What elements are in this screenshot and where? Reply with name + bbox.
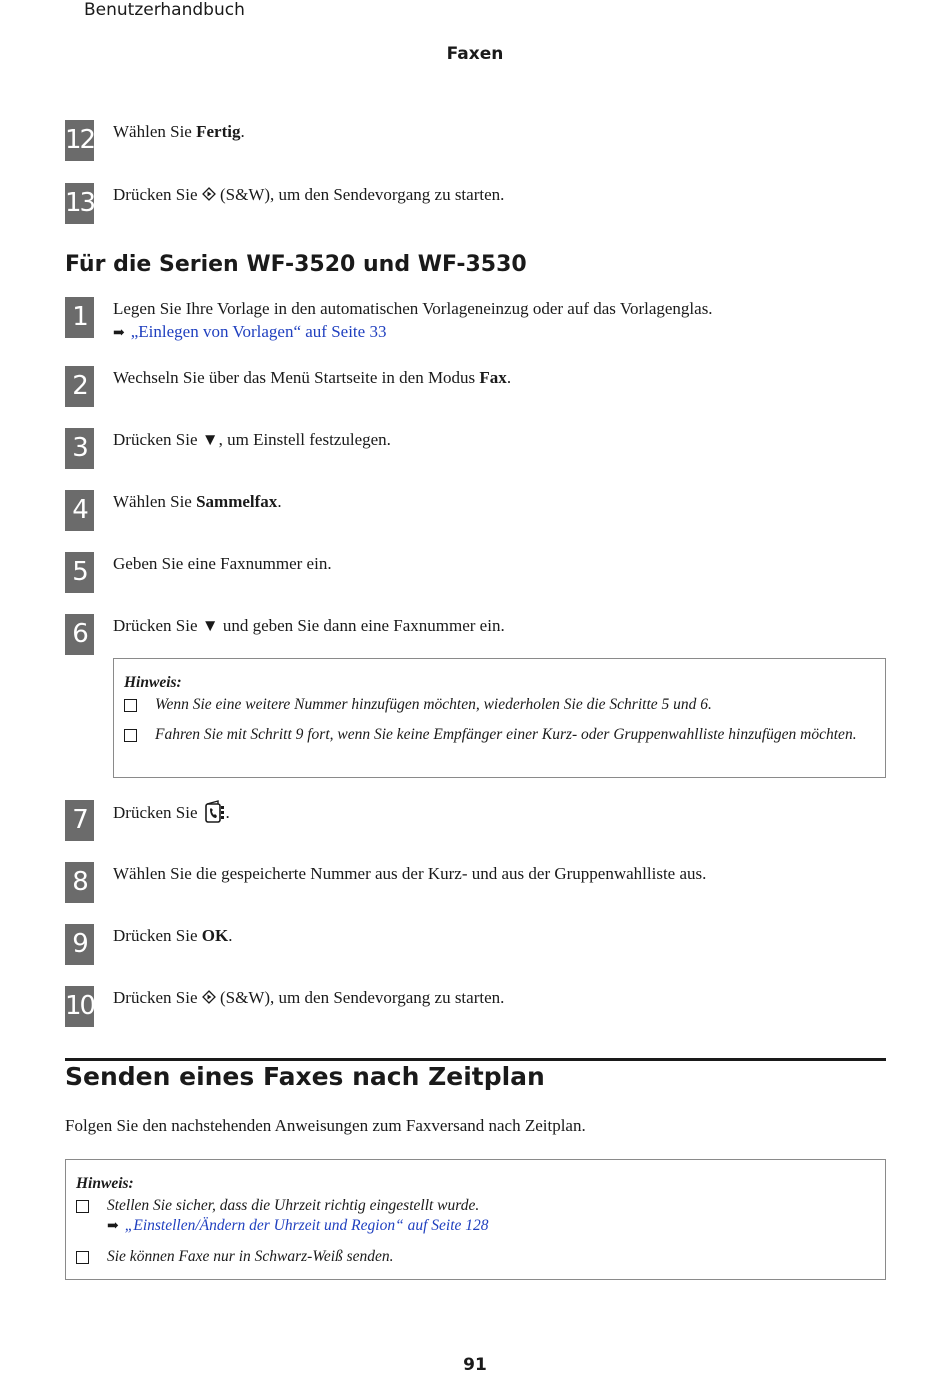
step-text-post: . (228, 926, 233, 945)
subsection-title: Für die Serien WF-3520 und WF-3530 (65, 252, 527, 277)
page-link[interactable] (113, 320, 713, 345)
step-4 (65, 490, 895, 532)
note-box (65, 1159, 886, 1280)
step-text-post: . (225, 803, 230, 822)
step-number-badge: 9 (65, 924, 94, 965)
note-box (113, 658, 886, 778)
step-text (113, 800, 230, 824)
step-6 (65, 614, 895, 656)
checkbox-bullet-icon (76, 1251, 89, 1264)
checkbox-bullet-icon (124, 729, 137, 742)
step-text-pre: Drücken Sie (113, 185, 202, 204)
start-diamond-icon (202, 187, 216, 201)
note-item-text: Stellen Sie sicher, dass die Uhrzeit richtig eingestellt wurde. (107, 1197, 480, 1214)
note-item (76, 1247, 875, 1267)
step-text-pre: Wechseln Sie über das Menü Startseite in den Modus (113, 368, 480, 387)
step-3 (65, 428, 895, 470)
note-item-text: Fahren Sie mit Schritt 9 fort, wenn Sie keine Empfänger einer Kurz- oder Gruppenwahlliste hinzufügen möchten. (155, 726, 857, 743)
step-2 (65, 366, 895, 408)
page-link[interactable] (107, 1217, 489, 1234)
checkbox-bullet-icon (124, 699, 137, 712)
checkbox-bullet-icon (76, 1200, 89, 1213)
step-text (113, 490, 282, 513)
step-number-badge: 3 (65, 428, 94, 469)
document-title: Benutzerhandbuch (84, 0, 245, 20)
step-text: Geben Sie eine Faxnummer ein. (113, 554, 332, 573)
step-8 (65, 862, 895, 904)
step-number-badge: 5 (65, 552, 94, 593)
step-text-bold: Fertig (196, 122, 241, 141)
section-header: Faxen (446, 44, 504, 64)
step-text-pre: Drücken Sie (113, 988, 202, 1007)
note-title: Hinweis: (124, 674, 182, 691)
step-text-pre: Wählen Sie (113, 492, 197, 511)
step-text-post: und geben Sie dann eine Faxnummer ein. (218, 616, 505, 635)
step-text-pre: Drücken Sie (113, 616, 202, 635)
section-title: Senden eines Faxes nach Zeitplan (65, 1062, 545, 1091)
step-text (113, 366, 511, 389)
note-item-text: Sie können Faxe nur in Schwarz-Weiß senden. (107, 1248, 394, 1265)
step-9 (65, 924, 895, 966)
step-text (113, 297, 713, 345)
step-text-pre: Drücken Sie (113, 803, 198, 822)
start-diamond-icon (202, 990, 216, 1004)
step-text-pre: Wählen Sie (113, 122, 197, 141)
note-item (124, 725, 875, 745)
step-text-bold: Fax (479, 368, 507, 387)
note-item-text: Wenn Sie eine weitere Nummer hinzufügen möchten, wiederholen Sie die Schritte 5 und 6. (155, 696, 712, 713)
step-number-badge: 1 (65, 297, 94, 338)
step-text (113, 614, 505, 637)
step-text (113, 986, 504, 1009)
down-arrow-icon: ▼ (201, 616, 219, 635)
step-number-badge: 6 (65, 614, 94, 655)
page-link-label: „Einlegen von Vorlagen“ auf Seite 33 (130, 322, 387, 341)
step-12 (65, 120, 895, 162)
step-text (113, 120, 245, 143)
down-arrow-icon: ▼ (201, 430, 219, 449)
step-text-pre: Drücken Sie (113, 430, 202, 449)
step-number-badge: 7 (65, 800, 94, 841)
step-number-badge: 10 (65, 986, 94, 1027)
step-text-post: . (277, 492, 282, 511)
step-number-badge: 13 (65, 183, 94, 224)
step-13 (65, 183, 895, 225)
step-text-post: . (506, 368, 512, 387)
step-text (113, 924, 232, 947)
step-text-post: . (240, 122, 245, 141)
section-divider (65, 1058, 886, 1061)
step-text-bold: Sammelfax (196, 492, 278, 511)
step-number-badge: 8 (65, 862, 94, 903)
step-1 (65, 297, 895, 347)
intro-paragraph: Folgen Sie den nachstehenden Anweisungen zum Faxversand nach Zeitplan. (65, 1116, 586, 1135)
note-item (124, 695, 875, 715)
page-link-label: „Einstellen/Ändern der Uhrzeit und Region“ auf Seite 128 (124, 1217, 489, 1234)
step-text-post: , um Einstell festzulegen. (218, 430, 391, 449)
step-text-bold: OK (201, 926, 229, 945)
step-text-post: (S&W), um den Sendevorgang zu starten. (215, 988, 505, 1007)
note-title: Hinweis: (76, 1175, 134, 1192)
note-item (76, 1196, 875, 1237)
page-number: 91 (463, 1355, 487, 1375)
step-text-post: (S&W), um den Sendevorgang zu starten. (215, 185, 505, 204)
step-text: Wählen Sie die gespeicherte Nummer aus der Kurz- und aus der Gruppenwahlliste aus. (113, 864, 707, 883)
fax-contacts-icon (204, 800, 226, 824)
step-7 (65, 800, 895, 842)
step-text-pre: Drücken Sie (113, 926, 202, 945)
step-text (113, 183, 504, 206)
step-number-badge: 12 (65, 120, 94, 161)
right-arrow-icon: ➡ (107, 1219, 119, 1234)
step-number-badge: 2 (65, 366, 94, 407)
right-arrow-icon: ➡ (113, 326, 125, 341)
step-10 (65, 986, 895, 1028)
step-text-main: Legen Sie Ihre Vorlage in den automatischen Vorlageneinzug oder auf das Vorlagenglas. (113, 299, 713, 318)
step-number-badge: 4 (65, 490, 94, 531)
step-5 (65, 552, 895, 594)
step-text (113, 428, 391, 451)
